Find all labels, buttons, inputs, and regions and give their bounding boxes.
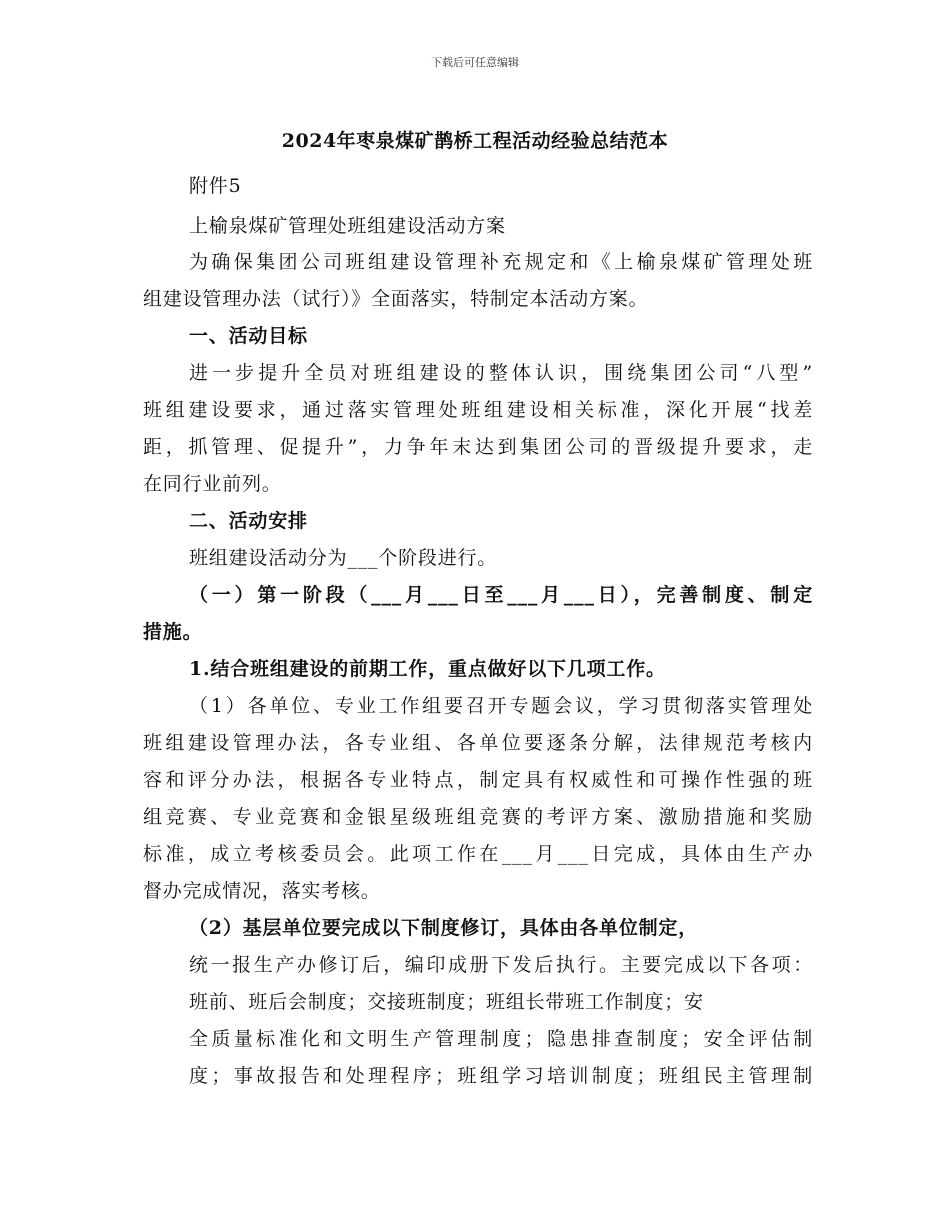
plan-title: 上榆泉煤矿管理处班组建设活动方案 bbox=[189, 215, 506, 237]
body-line: 班组建设管理办法，各专业组、各单位要逐条分解，法律规范考核内 bbox=[143, 732, 813, 754]
body-line: 组建设管理办法（试行）》全面落实，特制定本活动方案。 bbox=[143, 288, 649, 310]
body-line: （1）各单位、专业工作组要召开专题会议，学习贯彻落实管理处 bbox=[189, 695, 813, 717]
subsection-heading: （2）基层单位要完成以下制度修订，具体由各单位制定， bbox=[189, 917, 699, 939]
body-line: 班组建设活动分为___个阶段进行。 bbox=[189, 547, 498, 569]
body-line: 为确保集团公司班组建设管理补充规定和《上榆泉煤矿管理处班 bbox=[189, 251, 813, 273]
phase-heading: 措施。 bbox=[143, 621, 203, 643]
body-line: 在同行业前列。 bbox=[143, 473, 282, 495]
body-line: 班组建设要求，通过落实管理处班组建设相关标准，深化开展“找差 bbox=[143, 399, 813, 421]
section-heading: 一、活动目标 bbox=[189, 325, 308, 347]
document-title: 2024年枣泉煤矿鹊桥工程活动经验总结范本 bbox=[281, 130, 669, 152]
body-line: 组竞赛、专业竞赛和金银星级班组竞赛的考评方案、激励措施和奖励 bbox=[143, 806, 813, 828]
subsection-heading: 1.结合班组建设的前期工作，重点做好以下几项工作。 bbox=[189, 658, 666, 680]
body-line: 统一报生产办修订后，编印成册下发后执行。主要完成以下各项： bbox=[189, 954, 813, 976]
body-line: 全质量标准化和文明生产管理制度；隐患排查制度；安全评估制 bbox=[189, 1028, 813, 1050]
body-line: 进一步提升全员对班组建设的整体认识，围绕集团公司“八型” bbox=[189, 362, 813, 384]
body-line: 容和评分办法，根据各专业特点，制定具有权威性和可操作性强的班 bbox=[143, 769, 813, 791]
body-line: 度；事故报告和处理程序；班组学习培训制度；班组民主管理制 bbox=[189, 1065, 813, 1087]
body-line: 班前、班后会制度；交接班制度；班组长带班工作制度；安 bbox=[189, 991, 704, 1013]
body-line: 距，抓管理、促提升”，力争年末达到集团公司的晋级提升要求，走 bbox=[143, 436, 813, 458]
phase-heading: （一）第一阶段（___月___日至___月___日），完善制度、制定 bbox=[189, 584, 813, 606]
header-note: 下载后可任意编辑 bbox=[431, 56, 519, 69]
attachment-label: 附件5 bbox=[189, 175, 242, 197]
section-heading: 二、活动安排 bbox=[189, 510, 308, 532]
body-line: 督办完成情况，落实考核。 bbox=[143, 880, 381, 902]
body-line: 标准，成立考核委员会。此项工作在___月___日完成，具体由生产办 bbox=[143, 843, 813, 865]
